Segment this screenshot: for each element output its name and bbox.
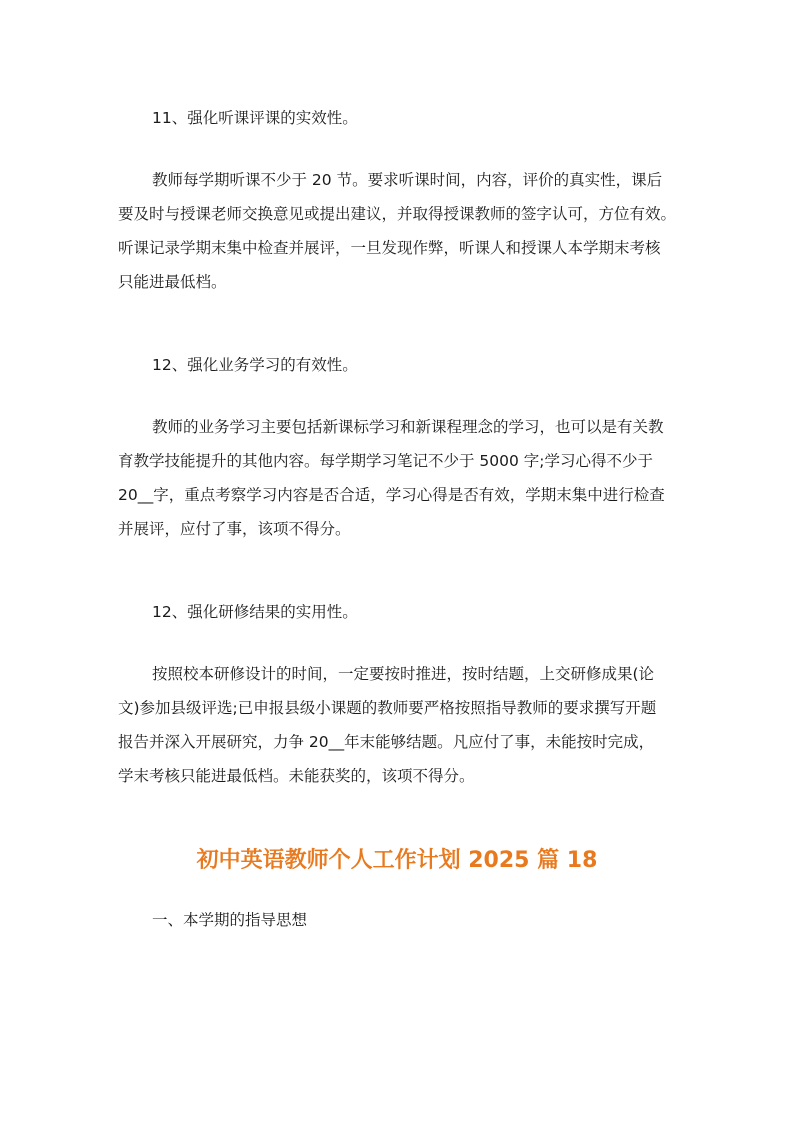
section-paragraph-1 bbox=[118, 163, 678, 299]
paragraph-line: 文)参加县级评选;已申报县级小课题的教师要严格按照指导教师的要求撰写开题 bbox=[118, 699, 657, 717]
paragraph-line: 教师每学期听课不少于 20 节。要求听课时间，内容，评价的真实性，课后 bbox=[152, 171, 663, 189]
subheading-guiding-ideology: 一、本学期的指导思想 bbox=[152, 911, 308, 929]
paragraph-line: 教师的业务学习主要包括新课标学习和新课程理念的学习，也可以是有关教 bbox=[152, 418, 664, 436]
section-heading-2: 12、强化业务学习的有效性。 bbox=[152, 356, 358, 374]
section-paragraph-3 bbox=[118, 657, 678, 793]
section-heading-3: 12、强化研修结果的实用性。 bbox=[152, 603, 358, 621]
section-paragraph-2 bbox=[118, 410, 678, 546]
document-title: 初中英语教师个人工作计划 2025 篇 18 bbox=[196, 848, 598, 873]
paragraph-line: 按照校本研修设计的时间，一定要按时推进，按时结题，上交研修成果(论 bbox=[152, 665, 655, 683]
paragraph-line: 学末考核只能进最低档。未能获奖的，该项不得分。 bbox=[118, 767, 475, 785]
paragraph-line: 要及时与授课老师交换意见或提出建议，并取得授课教师的签字认可，方位有效。 bbox=[118, 205, 677, 223]
paragraph-line: 并展评，应付了事，该项不得分。 bbox=[118, 520, 351, 538]
paragraph-line: 20__字，重点考察学习内容是否合适，学习心得是否有效，学期末集中进行检查 bbox=[118, 486, 665, 504]
paragraph-line: 只能进最低档。 bbox=[118, 273, 227, 291]
paragraph-line: 育教学技能提升的其他内容。每学期学习笔记不少于 5000 字;学习心得不少于 bbox=[118, 452, 654, 470]
paragraph-line: 听课记录学期末集中检查并展评，一旦发现作弊，听课人和授课人本学期末考核 bbox=[118, 239, 661, 257]
paragraph-line: 报告并深入开展研究，力争 20__年末能够结题。凡应付了事，未能按时完成， bbox=[118, 733, 655, 751]
section-heading-1: 11、强化听课评课的实效性。 bbox=[152, 109, 358, 127]
